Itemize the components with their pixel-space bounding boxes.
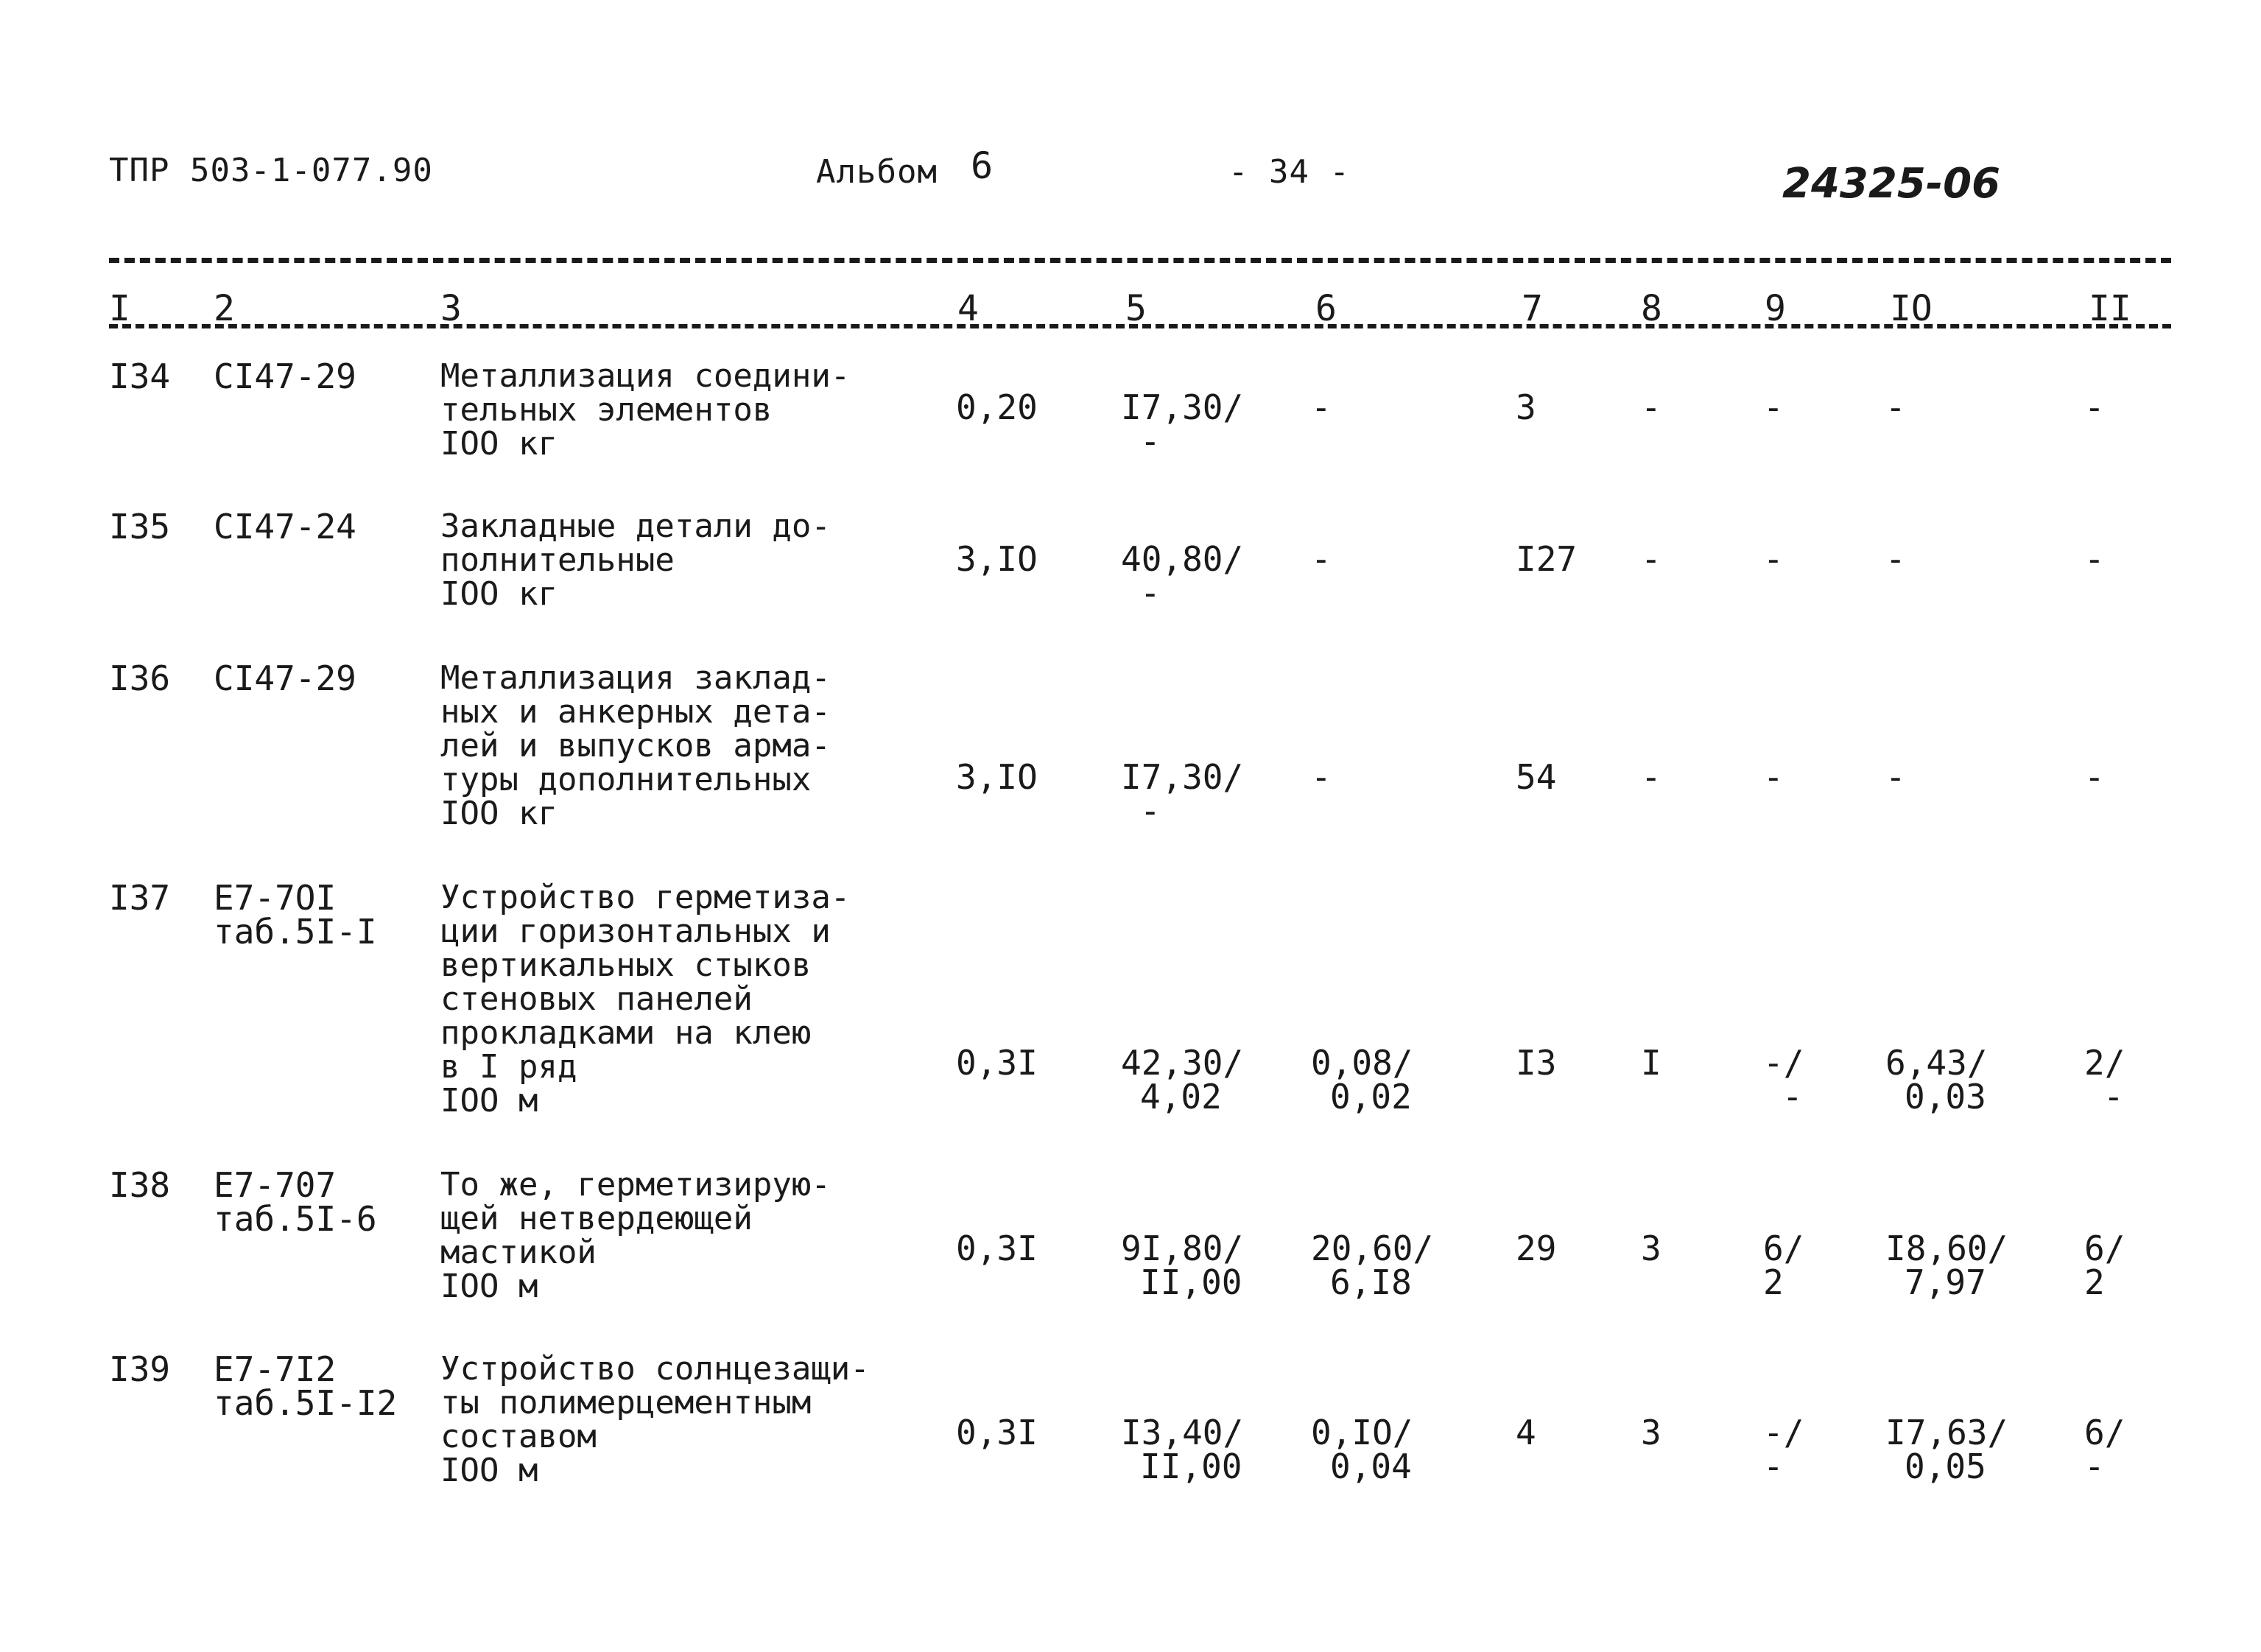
column-7-value: I27: [1516, 539, 1578, 579]
cost-value-bottom: -: [1140, 421, 1161, 461]
column-10-value: [1885, 1413, 2008, 1486]
column-9-value: [1763, 1229, 1804, 1302]
column-11-value: [2084, 539, 2105, 579]
rate-code: CI47-29: [214, 658, 356, 698]
column-9-value: [1763, 1043, 1804, 1117]
cost-value-bottom: -: [1140, 791, 1161, 831]
cost-value-top: 9I,80/: [1121, 1229, 1244, 1268]
machine-cost-value: [1311, 757, 1332, 797]
column-10-value: [1885, 1043, 1988, 1117]
column-10-top: I8,60/: [1885, 1229, 2008, 1268]
column-number: 5: [1125, 288, 1147, 329]
column-11-top: 6/: [2084, 1413, 2125, 1452]
machine-cost-bottom: 0,02: [1330, 1077, 1412, 1117]
rate-code: E7-7OI таб.5I-I: [214, 878, 377, 952]
column-11-value: [2084, 387, 2105, 427]
machine-cost-bottom: 6,I8: [1330, 1262, 1412, 1302]
page-number: - 34 -: [1228, 153, 1350, 191]
cost-value: [1121, 1413, 1244, 1486]
column-9-top: -: [1763, 757, 1784, 797]
column-8-value: -: [1641, 387, 1662, 427]
column-10-top: -: [1885, 757, 1906, 797]
column-number: 2: [214, 288, 235, 329]
cost-value: [1121, 757, 1244, 831]
column-11-top: -: [2084, 387, 2105, 427]
quantity: 3,IO: [956, 757, 1038, 797]
cost-value: [1121, 1229, 1244, 1302]
column-10-top: I7,63/: [1885, 1413, 2008, 1452]
column-7-value: 4: [1516, 1413, 1536, 1452]
album-label: Альбом: [816, 153, 938, 191]
column-11-value: [2084, 757, 2105, 797]
machine-cost-value: [1311, 539, 1332, 579]
column-9-bottom: -: [1763, 1447, 1784, 1486]
column-9-value: [1763, 387, 1784, 427]
row-number: I39: [109, 1349, 171, 1389]
column-10-bottom: 0,03: [1905, 1077, 1986, 1117]
column-7-value: I3: [1516, 1043, 1557, 1083]
machine-cost-top: 0,08/: [1311, 1043, 1413, 1083]
cost-value: [1121, 1043, 1244, 1117]
document-code: ТПР 503-1-077.90: [109, 152, 433, 189]
cost-value: [1121, 539, 1244, 613]
cost-value-top: 40,80/: [1121, 539, 1244, 579]
column-11-bottom: -: [2103, 1077, 2124, 1117]
column-10-value: [1885, 539, 1906, 579]
column-8-value: -: [1641, 757, 1662, 797]
column-9-top: -/: [1763, 1043, 1804, 1083]
cost-value: [1121, 387, 1244, 461]
column-11-top: 2/: [2084, 1043, 2125, 1083]
column-11-bottom: 2: [2084, 1262, 2105, 1302]
machine-cost-value: [1311, 1043, 1413, 1117]
quantity: 0,3I: [956, 1413, 1038, 1452]
column-number: 9: [1765, 288, 1786, 329]
machine-cost-value: [1311, 387, 1332, 427]
column-11-top: -: [2084, 539, 2105, 579]
row-number: I34: [109, 356, 171, 396]
rate-code: CI47-29: [214, 356, 356, 396]
album-number: 6: [971, 144, 994, 187]
work-description: Устройство герметиза- ции горизонтальных и вертикальных стыков стеновых панелей прокладками на клею в I ряд IOO м: [440, 879, 851, 1120]
machine-cost-top: -: [1311, 387, 1332, 427]
header-rule-top: [109, 258, 2171, 263]
column-9-bottom: 2: [1763, 1262, 1784, 1302]
column-8-value: -: [1641, 539, 1662, 579]
machine-cost-top: -: [1311, 539, 1332, 579]
machine-cost-top: -: [1311, 757, 1332, 797]
column-11-top: 6/: [2084, 1229, 2125, 1268]
column-7-value: 29: [1516, 1229, 1557, 1268]
column-11-value: [2084, 1043, 2125, 1117]
column-10-top: -: [1885, 539, 1906, 579]
machine-cost-top: 20,60/: [1311, 1229, 1434, 1268]
rate-code: E7-7I2 таб.5I-I2: [214, 1349, 398, 1423]
machine-cost-value: [1311, 1229, 1434, 1302]
column-10-top: 6,43/: [1885, 1043, 1988, 1083]
column-number: 7: [1522, 288, 1543, 329]
column-11-top: -: [2084, 757, 2105, 797]
cost-value-bottom: II,00: [1140, 1447, 1242, 1486]
column-number: 3: [440, 288, 462, 329]
row-number: I37: [109, 878, 171, 918]
column-number: I: [109, 288, 130, 329]
column-8-value: 3: [1641, 1229, 1662, 1268]
quantity: 0,3I: [956, 1043, 1038, 1083]
row-number: I35: [109, 507, 171, 546]
column-number: 8: [1641, 288, 1662, 329]
column-9-top: 6/: [1763, 1229, 1804, 1268]
quantity: 0,20: [956, 387, 1038, 427]
column-8-value: I: [1641, 1043, 1662, 1083]
inventory-stamp: 24325-06: [1782, 160, 2000, 208]
column-number: II: [2089, 288, 2131, 329]
column-9-bottom: -: [1782, 1077, 1803, 1117]
machine-cost-value: [1311, 1413, 1413, 1486]
rate-code: CI47-24: [214, 507, 356, 546]
column-7-value: 54: [1516, 757, 1557, 797]
column-9-top: -/: [1763, 1413, 1804, 1452]
work-description: Металлизация соедини- тельных элементов IOO кг: [440, 357, 851, 463]
column-9-top: -: [1763, 539, 1784, 579]
quantity: 3,IO: [956, 539, 1038, 579]
row-number: I38: [109, 1165, 171, 1205]
machine-cost-bottom: 0,04: [1330, 1447, 1412, 1486]
column-10-bottom: 0,05: [1905, 1447, 1986, 1486]
column-9-top: -: [1763, 387, 1784, 427]
column-7-value: 3: [1516, 387, 1536, 427]
quantity: 0,3I: [956, 1229, 1038, 1268]
column-9-value: [1763, 539, 1784, 579]
cost-value-top: I3,40/: [1121, 1413, 1244, 1452]
row-number: I36: [109, 658, 171, 698]
column-10-value: [1885, 387, 1906, 427]
machine-cost-top: 0,IO/: [1311, 1413, 1413, 1452]
work-description: Устройство солнцезащи- ты полимерцементным составом IOO м: [440, 1350, 870, 1489]
column-11-bottom: -: [2084, 1447, 2105, 1486]
work-description: То же, герметизирую- щей нетвердеющей мастикой IOO м: [440, 1166, 831, 1305]
column-10-top: -: [1885, 387, 1906, 427]
cost-value-bottom: II,00: [1140, 1262, 1242, 1302]
cost-value-top: I7,30/: [1121, 387, 1244, 427]
work-description: Закладные детали до- полнительные IOO кг: [440, 507, 831, 613]
column-10-value: [1885, 757, 1906, 797]
column-11-value: [2084, 1229, 2125, 1302]
column-number: 4: [957, 288, 979, 329]
column-number: 6: [1315, 288, 1337, 329]
column-9-value: [1763, 757, 1784, 797]
column-number: IO: [1890, 288, 1933, 329]
column-9-value: [1763, 1413, 1804, 1486]
column-10-bottom: 7,97: [1905, 1262, 1986, 1302]
work-description: Металлизация заклад- ных и анкерных дета- лей и выпусков арма- туры дополнительных IOO кг: [440, 659, 831, 832]
cost-value-bottom: -: [1140, 573, 1161, 613]
cost-value-top: 42,30/: [1121, 1043, 1244, 1083]
cost-value-bottom: 4,02: [1140, 1077, 1222, 1117]
rate-code: E7-707 таб.5I-6: [214, 1165, 377, 1239]
column-10-value: [1885, 1229, 2008, 1302]
cost-value-top: I7,30/: [1121, 757, 1244, 797]
column-11-value: [2084, 1413, 2125, 1486]
column-8-value: 3: [1641, 1413, 1662, 1452]
